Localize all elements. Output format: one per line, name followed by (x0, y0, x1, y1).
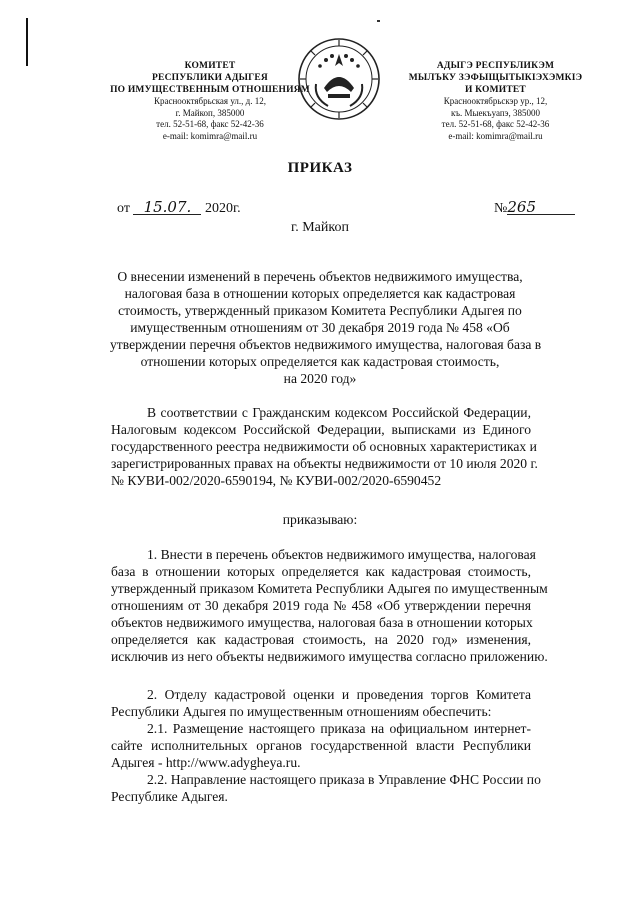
item-1-line: 1. Внести в перечень объектов недвижимого имущества, налоговая (147, 547, 536, 562)
header-left-org-line: КОМИТЕТ (184, 61, 236, 71)
header-right-block (388, 60, 603, 142)
header-left-phone: тел. 52-51-68, факс 52-42-36 (156, 119, 264, 129)
subject-line: на 2020 год» (283, 371, 357, 386)
item-1-line: объектов недвижимого имущества, налоговая база в отношении которых (111, 615, 533, 630)
item-1-line: отношениям от 30 декабря 2019 года № 458 «Об утверждении перечня (111, 598, 531, 613)
preamble-line: № КУВИ-002/2020-6590194, № КУВИ-002/2020-6590452 (111, 473, 442, 488)
header-left-city: г. Майкоп, 385000 (175, 107, 245, 118)
item-1-line: база в отношении которых определяется как кадастровая стоимость, (111, 564, 531, 579)
subject-line: утверждении перечня объектов недвижимого имущества, налоговая база в (110, 337, 542, 352)
preamble-line: В соответствии с Гражданским кодексом Российской Федерации, (147, 405, 531, 420)
item-1-line: определяется как кадастровая стоимость, на 2020 год» изменения, (111, 632, 531, 647)
item-1-line: исключив из него объекты недвижимого имущества согласно приложению. (111, 649, 548, 664)
header-left-org-line: ПО ИМУЩЕСТВЕННЫМ ОТНОШЕНИЯМ (110, 85, 310, 95)
subject-line: имущественным отношениям от 30 декабря 2019 года № 458 «Об (130, 320, 510, 335)
header-right-org-line: И КОМИТЕТ (465, 85, 526, 95)
subject-line: О внесении изменений в перечень объектов недвижимого имущества, (117, 269, 523, 284)
number-handwritten: 265 (507, 200, 575, 215)
header-right-org-line: МЫЛЪКУ ЗЭФЫЩЫТЫКІЭХЭМКІЭ (408, 73, 583, 83)
header-left-org-line: РЕСПУБЛИКИ АДЫГЕЯ (152, 73, 268, 83)
scan-speck (377, 20, 380, 22)
item-2-1-paragraph (111, 720, 531, 771)
document-subject (110, 268, 542, 387)
item-2-2-line: 2.2. Направление настоящего приказа в Управление ФНС России по (147, 772, 541, 787)
header-right-org-line: АДЫГЭ РЕСПУБЛИКЭМ (436, 61, 555, 71)
preamble-line: Налоговым кодексом Российской Федерации, выписками из Единого (111, 422, 531, 437)
header-left-email: e-mail: komimra@mail.ru (162, 130, 258, 141)
header-right-phone: тел. 52-51-68, факс 52-42-36 (441, 119, 550, 129)
item-2-1-line: Адыгея - http://www.adygheya.ru. (111, 755, 301, 770)
item-2-2-paragraph (111, 771, 541, 805)
document-date (117, 200, 241, 217)
item-2-1-line: сайте исполнительных органов государственной власти Республики (111, 738, 531, 753)
date-suffix: 2020г. (204, 201, 241, 216)
item-2-paragraph (111, 686, 531, 720)
document-title: ПРИКАЗ (287, 160, 353, 176)
date-handwritten: 15.07. (133, 200, 201, 215)
header-right-address: Краснооктябрьскэр ур., 12, (443, 96, 548, 106)
item-1-paragraph (111, 546, 548, 665)
number-prefix: № (494, 201, 508, 216)
header-left-block (110, 60, 310, 142)
scan-margin-mark (26, 18, 28, 66)
header-right-email: e-mail: komimra@mail.ru (448, 130, 543, 141)
subject-line: отношении которых определяется как кадастровая стоимость, (140, 354, 500, 369)
preamble-paragraph (111, 404, 538, 489)
subject-line: стоимость, утвержденный приказом Комитета Республики Адыгея по (118, 303, 522, 318)
header-right-city: къ. Мыекъуапэ, 385000 (450, 107, 541, 118)
coat-of-arms-icon (294, 36, 384, 122)
document-number (494, 200, 575, 217)
item-2-2-line: Республике Адыгея. (111, 789, 228, 804)
document-city: г. Майкоп (291, 220, 349, 235)
preamble-line: государственного реестра недвижимости об основных характеристиках и (111, 439, 537, 454)
item-1-line: утвержденный приказом Комитета Республики Адыгея по имущественным (111, 581, 548, 596)
preamble-line: зарегистрированных правах на объекты недвижимости от 10 июля 2020 г. (111, 456, 538, 471)
item-2-1-line: 2.1. Размещение настоящего приказа на официальном интернет- (147, 721, 531, 736)
item-2-line: Республики Адыгея по имущественным отношениям обеспечить: (111, 704, 492, 719)
subject-line: налоговая база в отношении которых определяется как кадастровая (124, 286, 516, 301)
item-2-line: 2. Отделу кадастровой оценки и проведения торгов Комитета (147, 687, 531, 702)
header-left-address: Краснооктябрьская ул., д. 12, (154, 96, 266, 106)
date-prefix: от (117, 201, 130, 216)
order-word: приказываю: (282, 512, 358, 527)
